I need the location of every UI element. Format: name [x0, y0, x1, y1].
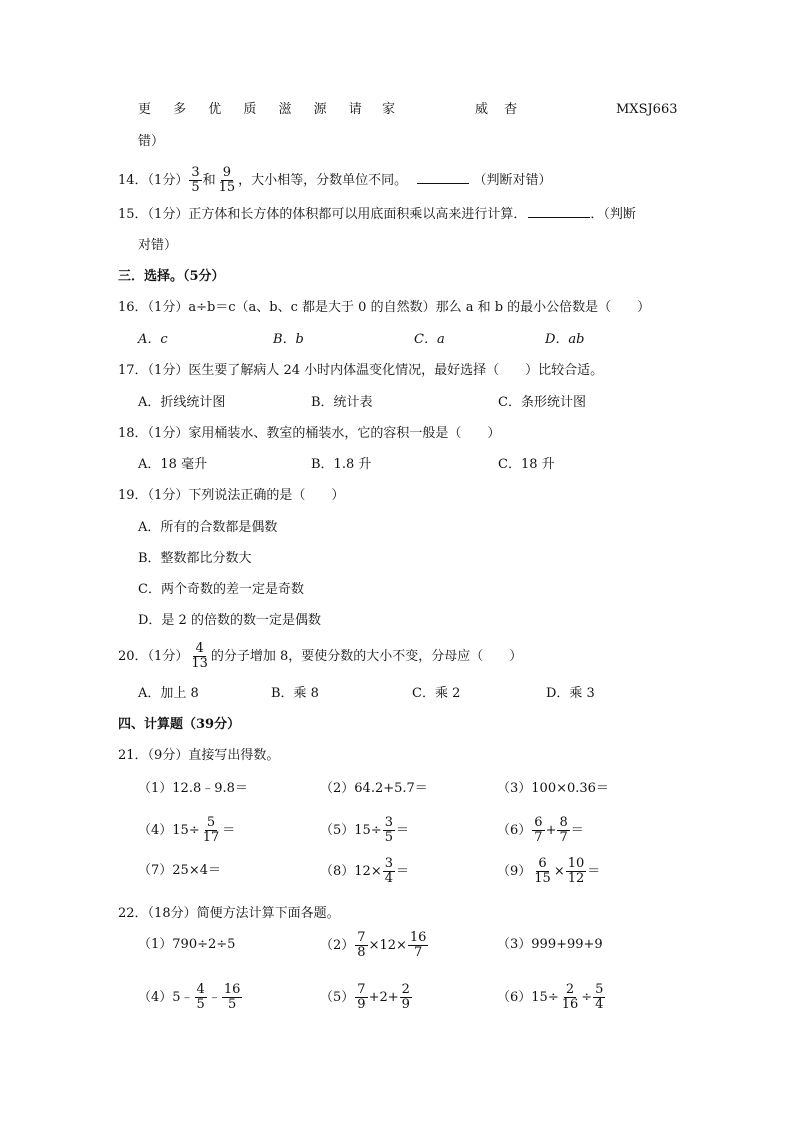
q15-answer-blank[interactable]: [528, 205, 590, 218]
q19-option-b[interactable]: B．整数都比分数大: [138, 551, 252, 566]
section-4-heading: 四、计算题（39分）: [118, 717, 241, 732]
q14: [118, 166, 551, 196]
q21-item-1: （1）12.8﹣9.8＝: [138, 781, 248, 796]
q20-option-c[interactable]: C．乘 2: [412, 686, 461, 701]
q22-item-3: （3）999+99+9: [497, 937, 603, 952]
q22-item-5: （5） $\frac{7}{9}$ +2+ $\frac{2}{9}$: [320, 982, 410, 1012]
q14-fraction-2: $\frac{9}{15}$: [218, 165, 236, 195]
q13-tail: 错）: [138, 134, 165, 149]
q14-suffix: （判断对错）: [473, 173, 552, 188]
watermark-mid1: 家: [382, 102, 396, 117]
q18-text: 18．（1分）家用桶装水、教室的桶装水，它的容积一般是（ ）: [118, 426, 501, 441]
watermark-left: 更 多 优 质 滋 源 请: [138, 102, 371, 117]
q18-option-c[interactable]: C．18 升: [498, 457, 555, 472]
q20-option-a[interactable]: A．加上 8: [138, 686, 199, 701]
q21-item-4: （4）15÷ $\frac{5}{17}$ ＝: [138, 815, 236, 845]
q21-item-7: （7）25×4＝: [138, 863, 221, 878]
q21-item-8: （8）12× $\frac{3}{4}$ ＝: [320, 856, 410, 886]
q21-item-3: （3）100×0.36＝: [497, 781, 609, 796]
q18-option-a[interactable]: A．18 毫升: [138, 457, 208, 472]
q22-item-1: （1）790÷2÷5: [138, 937, 236, 952]
q20-fraction: $\frac{4}{13}$: [191, 641, 208, 671]
q19-option-d[interactable]: D．是 2 的倍数的数一定是偶数: [138, 613, 321, 628]
q15-line1: 15．（1分）正方体和长方体的体积都可以用底面积乘以高来进行计算． ．（判断: [118, 207, 636, 222]
q17-option-a[interactable]: A．折线统计图: [138, 395, 226, 410]
q14-fraction-1: $\frac{3}{5}$: [191, 165, 200, 195]
q18-option-b[interactable]: B．1.8 升: [311, 457, 372, 472]
q17-option-c[interactable]: C．条形统计图: [498, 395, 586, 410]
q17-text: 17．（1分）医生要了解病人 24 小时内体温变化情况，最好选择（ ）比较合适。: [118, 363, 604, 378]
q16-text: 16．（1分）a÷b＝c（a、b、c 都是大于 0 的自然数）那么 a 和 b 的最小公倍数是（ ）: [118, 300, 651, 315]
q20-option-b[interactable]: B．乘 8: [271, 686, 319, 701]
q21-item-2: （2）64.2+5.7＝: [320, 781, 428, 796]
q22-item-2: （2） $\frac{7}{8}$ ×12× $\frac{16}{7}$: [320, 930, 427, 960]
section-3-heading: 三．选择。（5分）: [118, 269, 225, 284]
q21-text: 21．（9分）直接写出得数。: [118, 748, 280, 763]
q22-item-6: （6）15÷ $\frac{2}{16}$ ÷ $\frac{5}{4}$: [497, 982, 604, 1012]
q14-text: ，大小相等，分数单位不同。: [238, 173, 408, 188]
q14-answer-blank[interactable]: [417, 171, 469, 184]
q14-and: 和: [202, 173, 216, 188]
q21-item-9: （9） $\frac{6}{15}$ × $\frac{10}{12}$ ＝: [497, 856, 601, 886]
watermark-code: MXSJ663: [616, 102, 678, 117]
q16-option-a[interactable]: A．c: [138, 332, 168, 347]
q14-prefix: 14．（1分）: [118, 173, 189, 188]
q21-item-6: （6） $\frac{6}{7}$ + $\frac{8}{7}$ ＝: [497, 815, 584, 845]
q21-item-5: （5）15÷ $\frac{3}{5}$ ＝: [320, 815, 410, 845]
q16-option-b[interactable]: B．b: [273, 332, 304, 347]
watermark-mid2: 威 杳: [475, 102, 524, 117]
q22-text: 22．（18分）简便方法计算下面各题。: [118, 906, 340, 921]
q15-line2: 对错）: [138, 238, 178, 253]
q20-option-d[interactable]: D．乘 3: [546, 686, 595, 701]
q22-item-4: （4）5﹣ $\frac{4}{5}$ ﹣ $\frac{16}{5}$: [138, 982, 241, 1012]
q16-option-d[interactable]: D．ab: [545, 332, 585, 347]
q17-option-b[interactable]: B．统计表: [311, 395, 373, 410]
q20: 20．（1分） $\frac{4}{13}$ 的分子增加 8，要使分数的大小不变，分母应（ ）: [118, 641, 523, 671]
q19-text: 19．（1分）下列说法正确的是（ ）: [118, 488, 345, 503]
q19-option-a[interactable]: A．所有的合数都是偶数: [138, 520, 278, 535]
q16-option-c[interactable]: C．a: [414, 332, 445, 347]
q19-option-c[interactable]: C．两个奇数的差一定是奇数: [138, 582, 304, 597]
